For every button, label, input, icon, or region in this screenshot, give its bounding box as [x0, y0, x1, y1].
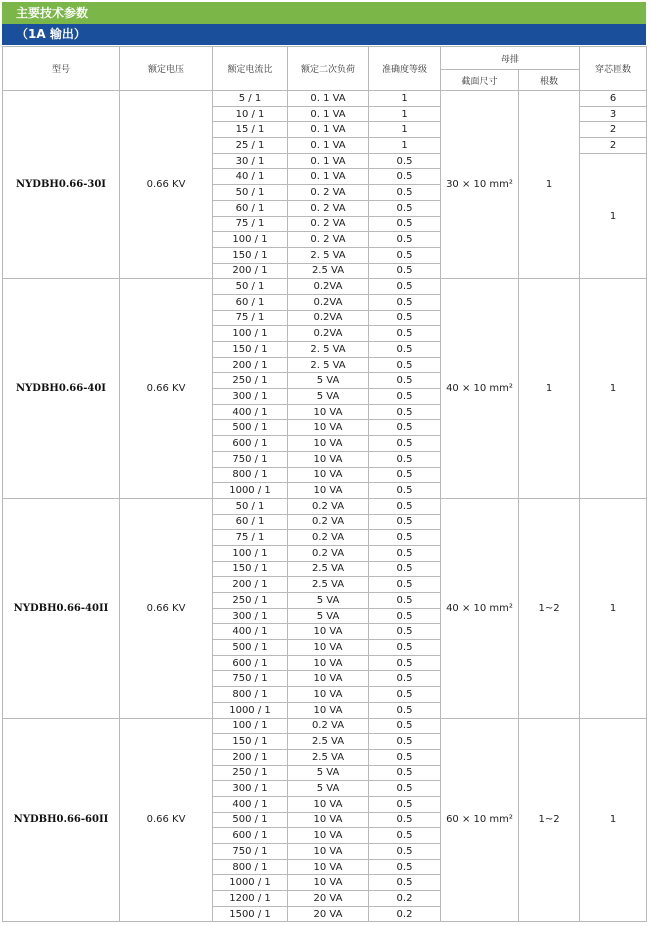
load-cell: 5 VA — [288, 593, 369, 609]
load-cell: 0.2 VA — [288, 530, 369, 546]
load-cell: 10 VA — [288, 859, 369, 875]
ratio-cell: 60 / 1 — [213, 294, 288, 310]
ratio-cell: 100 / 1 — [213, 326, 288, 342]
load-cell: 5 VA — [288, 781, 369, 797]
ratio-cell: 60 / 1 — [213, 514, 288, 530]
accuracy-cell: 0.5 — [369, 216, 441, 232]
accuracy-cell: 0.5 — [369, 765, 441, 781]
ratio-cell: 200 / 1 — [213, 263, 288, 279]
load-cell: 0. 1 VA — [288, 153, 369, 169]
ratio-cell: 500 / 1 — [213, 640, 288, 656]
load-cell: 0. 1 VA — [288, 169, 369, 185]
accuracy-cell: 0.5 — [369, 373, 441, 389]
accuracy-cell: 0.5 — [369, 153, 441, 169]
count-cell: 1 — [519, 279, 580, 499]
accuracy-cell: 0.5 — [369, 451, 441, 467]
section-cell: 60 × 10 mm² — [441, 718, 519, 922]
accuracy-cell: 0.5 — [369, 514, 441, 530]
section-cell: 40 × 10 mm² — [441, 498, 519, 718]
accuracy-cell: 0.5 — [369, 687, 441, 703]
load-cell: 0. 2 VA — [288, 216, 369, 232]
count-cell: 1 — [519, 91, 580, 279]
load-cell: 2. 5 VA — [288, 342, 369, 358]
ratio-cell: 250 / 1 — [213, 373, 288, 389]
ratio-cell: 750 / 1 — [213, 451, 288, 467]
accuracy-cell: 0.5 — [369, 342, 441, 358]
voltage-cell: 0.66 KV — [120, 91, 213, 279]
accuracy-cell: 0.5 — [369, 436, 441, 452]
turns-cell: 1 — [580, 153, 647, 279]
ratio-cell: 75 / 1 — [213, 530, 288, 546]
load-cell: 20 VA — [288, 891, 369, 907]
load-cell: 10 VA — [288, 451, 369, 467]
ratio-cell: 800 / 1 — [213, 859, 288, 875]
accuracy-cell: 0.5 — [369, 467, 441, 483]
load-cell: 0.2VA — [288, 310, 369, 326]
accuracy-cell: 0.5 — [369, 702, 441, 718]
load-cell: 10 VA — [288, 404, 369, 420]
load-cell: 20 VA — [288, 906, 369, 922]
load-cell: 0.2VA — [288, 279, 369, 295]
load-cell: 0. 1 VA — [288, 122, 369, 138]
ratio-cell: 150 / 1 — [213, 734, 288, 750]
accuracy-cell: 0.5 — [369, 640, 441, 656]
accuracy-cell: 0.5 — [369, 294, 441, 310]
accuracy-cell: 0.5 — [369, 498, 441, 514]
header-turns: 穿芯匝数 — [580, 47, 647, 91]
load-cell: 5 VA — [288, 765, 369, 781]
load-cell: 0. 1 VA — [288, 106, 369, 122]
ratio-cell: 200 / 1 — [213, 357, 288, 373]
accuracy-cell: 0.5 — [369, 326, 441, 342]
ratio-cell: 500 / 1 — [213, 812, 288, 828]
accuracy-cell: 0.5 — [369, 483, 441, 499]
ratio-cell: 100 / 1 — [213, 718, 288, 734]
ratio-cell: 50 / 1 — [213, 185, 288, 201]
ratio-cell: 40 / 1 — [213, 169, 288, 185]
load-cell: 2.5 VA — [288, 734, 369, 750]
ratio-cell: 100 / 1 — [213, 545, 288, 561]
accuracy-cell: 0.5 — [369, 718, 441, 734]
accuracy-cell: 0.5 — [369, 624, 441, 640]
ratio-cell: 250 / 1 — [213, 593, 288, 609]
accuracy-cell: 1 — [369, 91, 441, 107]
voltage-cell: 0.66 KV — [120, 279, 213, 499]
accuracy-cell: 0.5 — [369, 593, 441, 609]
ratio-cell: 1200 / 1 — [213, 891, 288, 907]
load-cell: 10 VA — [288, 420, 369, 436]
load-cell: 2.5 VA — [288, 263, 369, 279]
ratio-cell: 500 / 1 — [213, 420, 288, 436]
ratio-cell: 750 / 1 — [213, 671, 288, 687]
model-cell: NYDBH0.66-40II — [3, 498, 120, 718]
accuracy-cell: 0.5 — [369, 561, 441, 577]
load-cell: 10 VA — [288, 624, 369, 640]
header-count: 根数 — [519, 70, 580, 91]
load-cell: 0. 1 VA — [288, 91, 369, 107]
accuracy-cell: 0.5 — [369, 389, 441, 405]
accuracy-cell: 0.5 — [369, 749, 441, 765]
ratio-cell: 300 / 1 — [213, 781, 288, 797]
ratio-cell: 5 / 1 — [213, 91, 288, 107]
load-cell: 0. 1 VA — [288, 138, 369, 154]
turns-cell: 2 — [580, 138, 647, 154]
accuracy-cell: 0.2 — [369, 906, 441, 922]
accuracy-cell: 0.5 — [369, 608, 441, 624]
load-cell: 10 VA — [288, 640, 369, 656]
load-cell: 0.2 VA — [288, 514, 369, 530]
ratio-cell: 400 / 1 — [213, 624, 288, 640]
ratio-cell: 800 / 1 — [213, 467, 288, 483]
header-accuracy: 准确度等级 — [369, 47, 441, 91]
ratio-cell: 100 / 1 — [213, 232, 288, 248]
accuracy-cell: 0.5 — [369, 875, 441, 891]
accuracy-cell: 0.5 — [369, 404, 441, 420]
ratio-cell: 10 / 1 — [213, 106, 288, 122]
turns-cell: 1 — [580, 498, 647, 718]
load-cell: 10 VA — [288, 655, 369, 671]
accuracy-cell: 0.5 — [369, 310, 441, 326]
ratio-cell: 50 / 1 — [213, 279, 288, 295]
ratio-cell: 600 / 1 — [213, 828, 288, 844]
load-cell: 10 VA — [288, 796, 369, 812]
spec-body — [3, 91, 647, 922]
load-cell: 10 VA — [288, 467, 369, 483]
accuracy-cell: 0.5 — [369, 828, 441, 844]
load-cell: 10 VA — [288, 671, 369, 687]
load-cell: 10 VA — [288, 483, 369, 499]
accuracy-cell: 0.5 — [369, 200, 441, 216]
load-cell: 0.2 VA — [288, 498, 369, 514]
accuracy-cell: 0.5 — [369, 812, 441, 828]
ratio-cell: 600 / 1 — [213, 655, 288, 671]
model-cell: NYDBH0.66-30I — [3, 91, 120, 279]
accuracy-cell: 0.5 — [369, 420, 441, 436]
ratio-cell: 25 / 1 — [213, 138, 288, 154]
ratio-cell: 300 / 1 — [213, 608, 288, 624]
load-cell: 10 VA — [288, 828, 369, 844]
load-cell: 2. 5 VA — [288, 247, 369, 263]
accuracy-cell: 0.5 — [369, 796, 441, 812]
load-cell: 10 VA — [288, 875, 369, 891]
ratio-cell: 1500 / 1 — [213, 906, 288, 922]
accuracy-cell: 0.5 — [369, 577, 441, 593]
accuracy-cell: 1 — [369, 138, 441, 154]
load-cell: 0.2VA — [288, 294, 369, 310]
load-cell: 10 VA — [288, 436, 369, 452]
ratio-cell: 750 / 1 — [213, 844, 288, 860]
load-cell: 0.2 VA — [288, 718, 369, 734]
ratio-cell: 150 / 1 — [213, 342, 288, 358]
ratio-cell: 75 / 1 — [213, 216, 288, 232]
count-cell: 1~2 — [519, 718, 580, 922]
load-cell: 0. 2 VA — [288, 185, 369, 201]
load-cell: 10 VA — [288, 812, 369, 828]
ratio-cell: 30 / 1 — [213, 153, 288, 169]
header-model: 型号 — [3, 47, 120, 91]
header-ratio: 额定电流比 — [213, 47, 288, 91]
ratio-cell: 800 / 1 — [213, 687, 288, 703]
load-cell: 2.5 VA — [288, 577, 369, 593]
accuracy-cell: 0.5 — [369, 781, 441, 797]
table-row — [3, 279, 647, 295]
accuracy-cell: 0.5 — [369, 263, 441, 279]
turns-cell: 3 — [580, 106, 647, 122]
load-cell: 0.2 VA — [288, 545, 369, 561]
accuracy-cell: 0.5 — [369, 655, 441, 671]
accuracy-cell: 0.5 — [369, 357, 441, 373]
ratio-cell: 15 / 1 — [213, 122, 288, 138]
ratio-cell: 150 / 1 — [213, 561, 288, 577]
model-cell: NYDBH0.66-40I — [3, 279, 120, 499]
turns-cell: 1 — [580, 279, 647, 499]
table-row — [3, 91, 647, 107]
header-voltage: 额定电压 — [120, 47, 213, 91]
ratio-cell: 300 / 1 — [213, 389, 288, 405]
section-cell: 40 × 10 mm² — [441, 279, 519, 499]
header-load: 额定二次负荷 — [288, 47, 369, 91]
ratio-cell: 1000 / 1 — [213, 875, 288, 891]
header-section: 截面尺寸 — [441, 70, 519, 91]
model-cell: NYDBH0.66-60II — [3, 718, 120, 922]
table-row — [3, 498, 647, 514]
table-row — [3, 718, 647, 734]
accuracy-cell: 0.5 — [369, 279, 441, 295]
load-cell: 10 VA — [288, 687, 369, 703]
load-cell: 5 VA — [288, 608, 369, 624]
count-cell: 1~2 — [519, 498, 580, 718]
turns-cell: 1 — [580, 718, 647, 922]
accuracy-cell: 0.5 — [369, 247, 441, 263]
section-cell: 30 × 10 mm² — [441, 91, 519, 279]
voltage-cell: 0.66 KV — [120, 718, 213, 922]
load-cell: 5 VA — [288, 373, 369, 389]
accuracy-cell: 1 — [369, 106, 441, 122]
section-title: 主要技术参数 — [2, 2, 646, 24]
accuracy-cell: 0.5 — [369, 859, 441, 875]
ratio-cell: 1000 / 1 — [213, 702, 288, 718]
voltage-cell: 0.66 KV — [120, 498, 213, 718]
header-busbar: 母排 — [441, 47, 580, 70]
accuracy-cell: 0.5 — [369, 232, 441, 248]
load-cell: 0. 2 VA — [288, 232, 369, 248]
turns-cell: 2 — [580, 122, 647, 138]
load-cell: 10 VA — [288, 702, 369, 718]
accuracy-cell: 0.5 — [369, 530, 441, 546]
ratio-cell: 50 / 1 — [213, 498, 288, 514]
ratio-cell: 200 / 1 — [213, 749, 288, 765]
load-cell: 0.2VA — [288, 326, 369, 342]
spec-table — [2, 46, 647, 922]
load-cell: 5 VA — [288, 389, 369, 405]
ratio-cell: 75 / 1 — [213, 310, 288, 326]
accuracy-cell: 0.5 — [369, 169, 441, 185]
ratio-cell: 1000 / 1 — [213, 483, 288, 499]
load-cell: 2.5 VA — [288, 749, 369, 765]
ratio-cell: 250 / 1 — [213, 765, 288, 781]
load-cell: 2. 5 VA — [288, 357, 369, 373]
load-cell: 0. 2 VA — [288, 200, 369, 216]
load-cell: 2.5 VA — [288, 561, 369, 577]
accuracy-cell: 0.5 — [369, 734, 441, 750]
load-cell: 10 VA — [288, 844, 369, 860]
accuracy-cell: 1 — [369, 122, 441, 138]
section-subtitle: （1A 输出） — [2, 24, 646, 45]
accuracy-cell: 0.5 — [369, 671, 441, 687]
ratio-cell: 200 / 1 — [213, 577, 288, 593]
ratio-cell: 150 / 1 — [213, 247, 288, 263]
accuracy-cell: 0.5 — [369, 844, 441, 860]
ratio-cell: 400 / 1 — [213, 796, 288, 812]
ratio-cell: 600 / 1 — [213, 436, 288, 452]
accuracy-cell: 0.5 — [369, 185, 441, 201]
ratio-cell: 400 / 1 — [213, 404, 288, 420]
accuracy-cell: 0.2 — [369, 891, 441, 907]
ratio-cell: 60 / 1 — [213, 200, 288, 216]
accuracy-cell: 0.5 — [369, 545, 441, 561]
turns-cell: 6 — [580, 91, 647, 107]
